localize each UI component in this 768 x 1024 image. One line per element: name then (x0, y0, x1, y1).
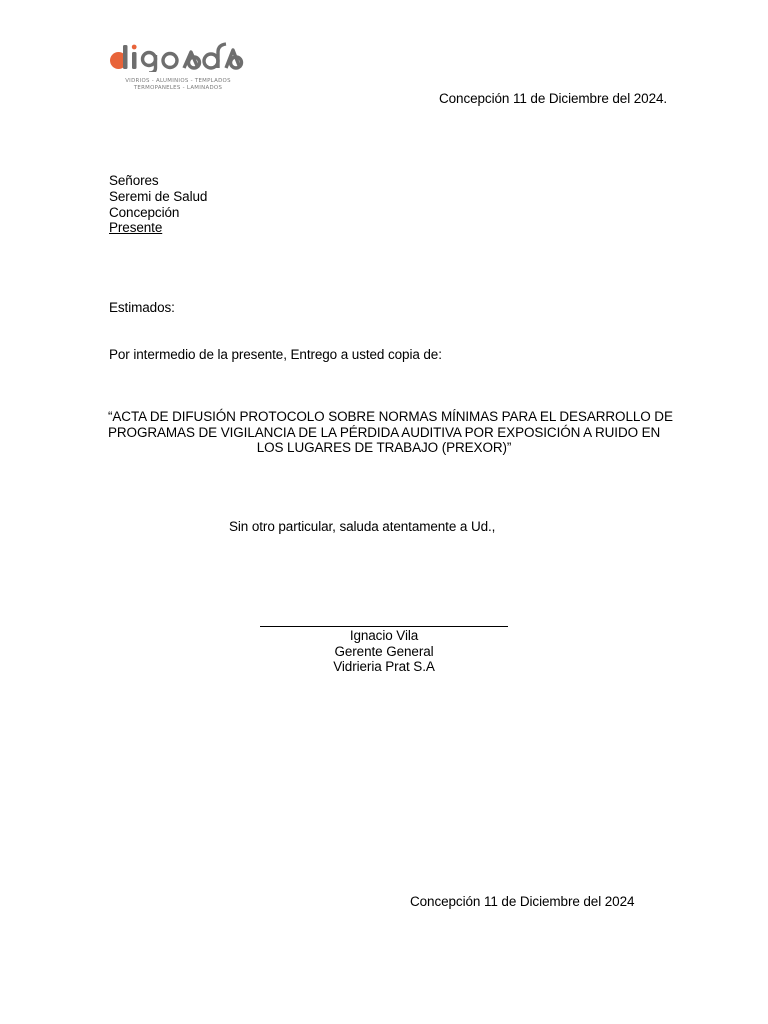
addressee-salutation: Señores (109, 173, 159, 188)
addressee-organization: Seremi de Salud (109, 189, 208, 204)
document-title-line: LOS LUGARES DE TRABAJO (PREXOR)” (256, 440, 512, 455)
addressee-city: Concepción (109, 205, 180, 220)
signature-block (260, 628, 508, 675)
addressee-presente: Presente (109, 220, 163, 235)
signer-name: Ignacio Vila (349, 628, 419, 643)
greeting: Estimados: (109, 300, 175, 315)
document-title-line: “ACTA DE DIFUSIÓN PROTOCOLO SOBRE NORMAS MÍNIMAS PARA EL DESARROLLO DE (108, 409, 673, 424)
intro-paragraph: Por intermedio de la presente, Entrego a usted copia de: (109, 347, 442, 362)
logo-wordmark-icon (108, 42, 248, 72)
logo-tagline-bottom: TERMOPANELES - LAMINADOS (133, 85, 223, 91)
signer-position: Gerente General (334, 643, 434, 659)
header-date: Concepción 11 de Diciembre del 2024. (439, 91, 668, 106)
company-logo (108, 42, 248, 96)
logo-tagline-top: VIDRIOS - ALUMINIOS - TEMPLADOS (125, 78, 231, 84)
document-title (108, 409, 673, 456)
signer-company: Vidrieria Prat S.A (333, 659, 435, 674)
closing-line: Sin otro particular, saluda atentamente a Ud., (229, 519, 496, 534)
document-title-line: PROGRAMAS DE VIGILANCIA DE LA PÉRDIDA AUDITIVA POR EXPOSICIÓN A RUIDO EN (108, 424, 661, 440)
signature-line (260, 626, 508, 627)
footer-date: Concepción 11 de Diciembre del 2024 (410, 894, 635, 909)
